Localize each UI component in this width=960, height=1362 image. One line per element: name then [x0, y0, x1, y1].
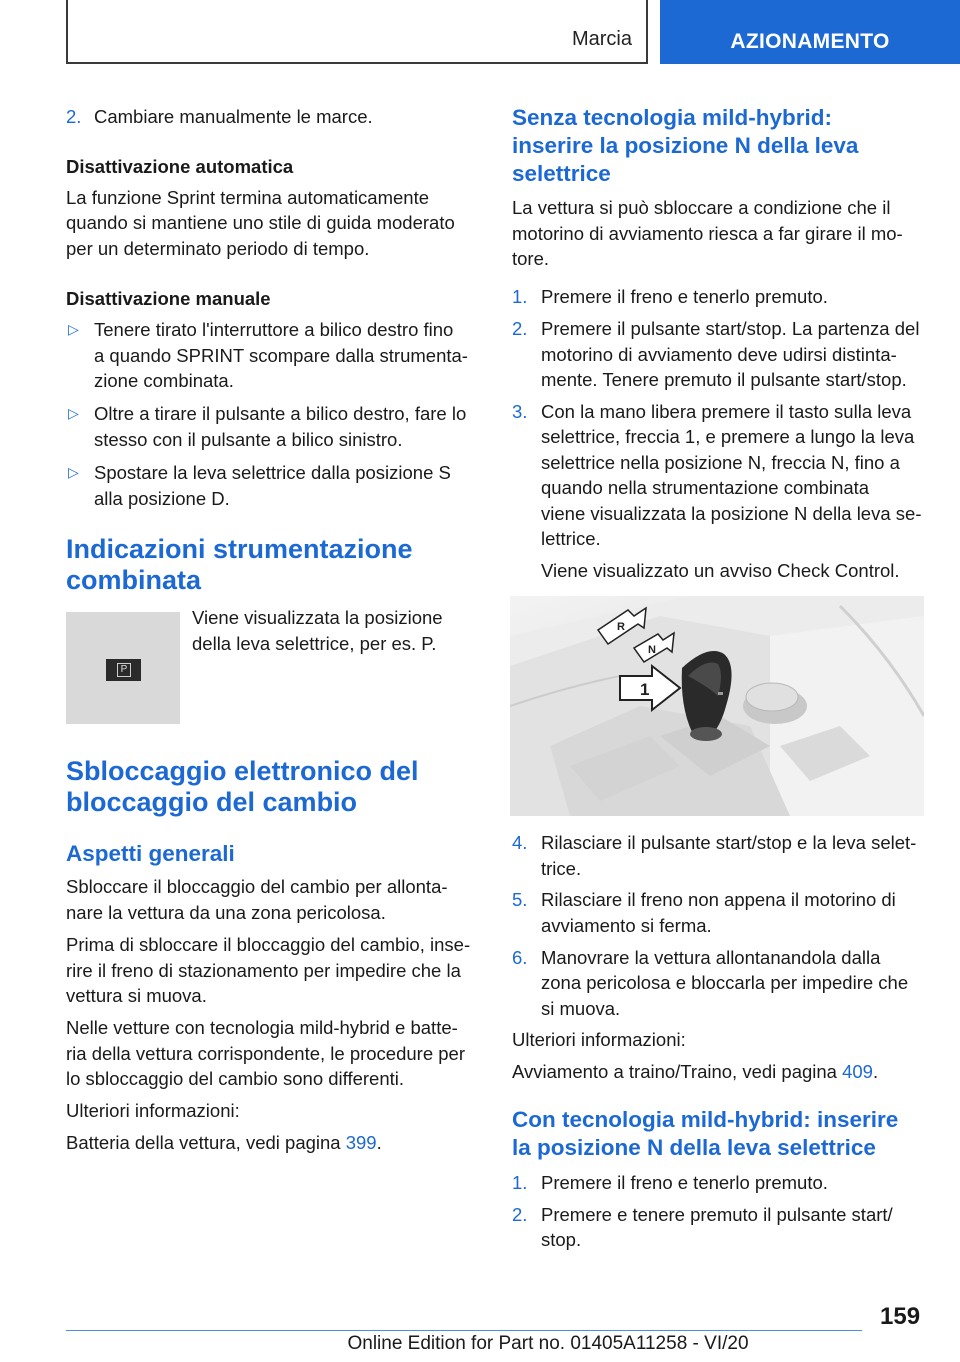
arrow-r-label: R — [617, 621, 625, 633]
reference-end: . — [376, 1132, 382, 1153]
section-title: Marcia — [571, 28, 632, 50]
page-number: 159 — [880, 1303, 921, 1330]
bullet-triangle-icon: ▷ — [68, 405, 79, 421]
heading-con-2: la posizione N della leva selettrice — [512, 1135, 876, 1160]
paragraph-line: nare la vettura da una zona pericolosa. — [66, 902, 386, 923]
indicator-text: Viene visualizzata la posizione — [192, 607, 443, 628]
step-text: trice. — [541, 858, 582, 879]
step-number: 1. — [512, 1172, 528, 1193]
paragraph-line: tore. — [512, 248, 550, 269]
heading-con: Con tecnologia mild-hybrid: inserire — [512, 1107, 899, 1132]
paragraph-line: Prima di sbloccare il bloccaggio del cambio, inse‐ — [66, 934, 471, 955]
bullet-triangle-icon: ▷ — [68, 321, 79, 337]
paragraph-line: quando si mantiene uno stile di guida moderato — [66, 212, 455, 233]
paragraph-line: Nelle vetture con tecnologia mild-hybrid e batte‐ — [66, 1017, 458, 1038]
bullet-line: alla posizione D. — [94, 488, 230, 509]
indicator-text: della leva selettrice, per es. P. — [192, 633, 437, 654]
heading-senza-3: selettrice — [512, 161, 611, 186]
more-info-label: Ulteriori informazioni: — [66, 1100, 240, 1121]
bullet-line: Spostare la leva selettrice dalla posizione S — [94, 462, 451, 483]
heading-senza-2: inserire la posizione N della leva — [512, 133, 859, 158]
bullet-line: Tenere tirato l'interruttore a bilico destro fino — [94, 319, 454, 340]
paragraph-line: motorino di avviamento riesca a far girare il mo‐ — [512, 223, 903, 244]
bullet-line: Oltre a tirare il pulsante a bilico destro, fare lo — [94, 403, 467, 424]
step-text: mente. Tenere premuto il pulsante start/stop. — [541, 369, 907, 390]
page-reference — [512, 1059, 878, 1085]
gear-selector-illustration — [510, 596, 924, 816]
bullet-line: a quando SPRINT scompare dalla strumenta‐ — [94, 345, 468, 366]
paragraph-line: vettura si muova. — [66, 985, 207, 1006]
paragraph-line: per un determinato periodo di tempo. — [66, 238, 370, 259]
gear-indicator-image — [66, 612, 180, 724]
step-number: 2. — [512, 1204, 528, 1225]
bullet-line: stesso con il pulsante a bilico sinistro. — [94, 429, 403, 450]
heading-indicazioni: Indicazioni strumentazione — [66, 534, 413, 564]
step-number: 1. — [512, 286, 528, 307]
gear-position-p-icon — [106, 659, 141, 681]
paragraph-line: ria della vettura corrispondente, le procedure per — [66, 1043, 466, 1064]
heading-aspetti: Aspetti generali — [66, 841, 235, 866]
page-link-409[interactable]: 409 — [842, 1061, 873, 1082]
chapter-tab[interactable]: AZIONAMENTO — [660, 0, 960, 64]
step-text: avviamento si ferma. — [541, 915, 712, 936]
footer-divider — [66, 1330, 862, 1331]
arrow-1-label: 1 — [640, 680, 650, 699]
page-link-399[interactable]: 399 — [345, 1132, 377, 1153]
step-text: viene visualizzata la posizione N della leva se‐ — [541, 503, 922, 524]
step-number: 5. — [512, 889, 528, 910]
paragraph-line: lo sbloccaggio del cambio sono differenti. — [66, 1068, 405, 1089]
subheading-auto: Disattivazione automatica — [66, 156, 294, 177]
header-section-box — [66, 0, 648, 64]
paragraph-line: rire il freno di stazionamento per impedire che la — [66, 960, 461, 981]
step-text: motorino di avviamento deve udirsi distinta‐ — [541, 344, 897, 365]
reference-text: Avviamento a traino/Traino, vedi pagina — [512, 1061, 843, 1082]
step-text: Cambiare manualmente le marce. — [94, 106, 373, 127]
subheading-manual: Disattivazione manuale — [66, 288, 271, 309]
step-text: Premere il pulsante start/stop. La partenza del — [541, 318, 920, 339]
step-text: selettrice, freccia 1, e premere a lungo la leva — [541, 426, 915, 447]
gear-selector-drawing — [510, 596, 924, 816]
page-reference — [66, 1130, 382, 1156]
step-number: 3. — [512, 401, 528, 422]
step-text: Manovrare la vettura allontanandola dalla — [541, 947, 881, 968]
step-number: 2. — [66, 106, 82, 127]
step-text: Premere e tenere premuto il pulsante start/ — [541, 1204, 893, 1225]
step-text: zona pericolosa e bloccarla per impedire che — [541, 972, 909, 993]
heading-sbloccaggio-2: bloccaggio del cambio — [66, 787, 358, 817]
step-text: selettrice nella posizione N, freccia N, fino a — [541, 452, 900, 473]
heading-sbloccaggio: Sbloccaggio elettronico del — [66, 756, 419, 786]
reference-text: Batteria della vettura, vedi pagina — [66, 1132, 346, 1153]
paragraph-line: Sbloccare il bloccaggio del cambio per allonta‐ — [66, 876, 448, 897]
more-info-label: Ulteriori informazioni: — [512, 1029, 686, 1050]
step-text: lettrice. — [541, 528, 601, 549]
step-number: 4. — [512, 832, 528, 853]
paragraph-line: La funzione Sprint termina automaticamente — [66, 187, 430, 208]
paragraph-line: La vettura si può sbloccare a condizione che il — [512, 197, 891, 218]
heading-senza: Senza tecnologia mild-hybrid: — [512, 105, 833, 130]
step-text: Premere il freno e tenerlo premuto. — [541, 286, 828, 307]
step-text: si muova. — [541, 998, 621, 1019]
step-text: quando nella strumentazione combinata — [541, 477, 870, 498]
reference-end: . — [872, 1061, 879, 1082]
step-text: Premere il freno e tenerlo premuto. — [541, 1172, 828, 1193]
bullet-triangle-icon: ▷ — [68, 464, 79, 480]
bullet-line: zione combinata. — [94, 370, 234, 391]
step-text: Viene visualizzato un avviso Check Control. — [541, 560, 900, 581]
step-number: 6. — [512, 947, 528, 968]
footer-edition: Online Edition for Part no. 01405A11258 - VI/20 — [347, 1333, 749, 1354]
step-text: Rilasciare il freno non appena il motorino di — [541, 889, 896, 910]
step-text: stop. — [541, 1229, 582, 1250]
step-text: Con la mano libera premere il tasto sulla leva — [541, 401, 912, 422]
gear-letter: P — [117, 663, 131, 677]
arrow-n-label: N — [648, 644, 656, 656]
step-text: Rilasciare il pulsante start/stop e la leva selet‐ — [541, 832, 917, 853]
step-number: 2. — [512, 318, 528, 339]
heading-indicazioni-2: combinata — [66, 565, 202, 595]
